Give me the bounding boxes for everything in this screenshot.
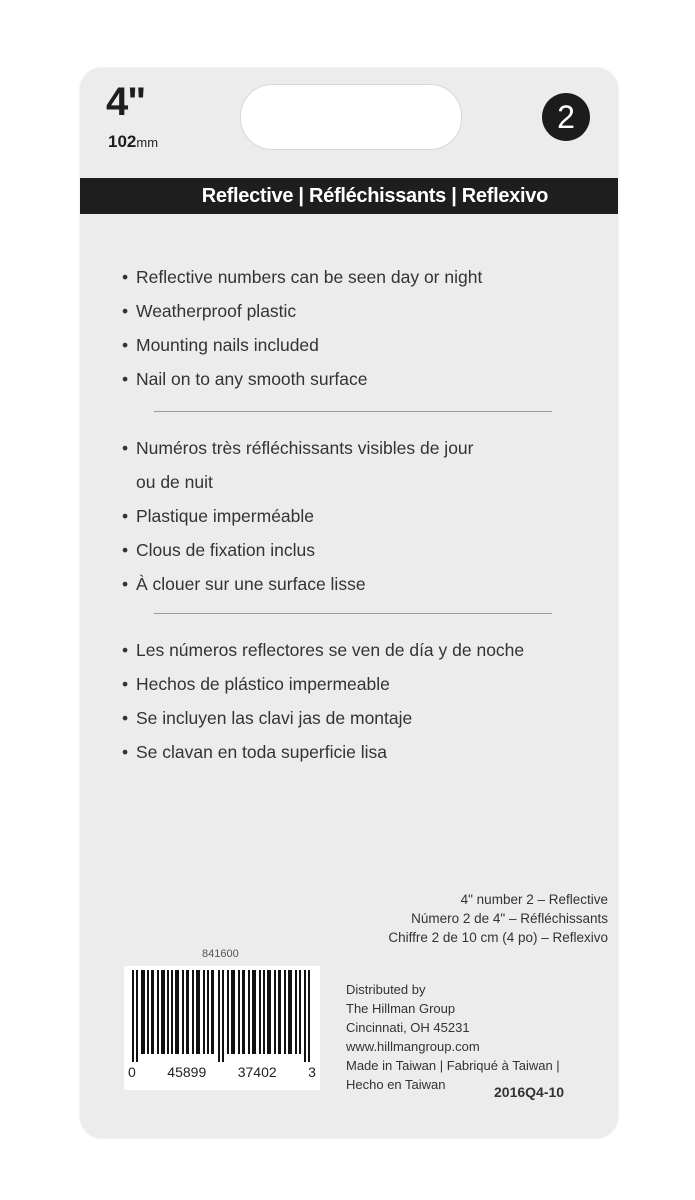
- title-band: Reflective | Réfléchissants | Reflexivo: [80, 178, 618, 214]
- distributor-line: Cincinnati, OH 45231: [346, 1020, 470, 1035]
- distributor-line: Distributed by: [346, 982, 426, 997]
- list-item: • Reflective numbers can be seen day or night: [122, 260, 582, 294]
- list-item: • Weatherproof plastic: [122, 294, 582, 328]
- sku-number: 841600: [202, 948, 239, 960]
- barcode-group-1: 45899: [167, 1064, 207, 1080]
- list-item: • Les números reflectores se ven de día y de noche: [122, 633, 582, 667]
- distributor-line: The Hillman Group: [346, 1001, 456, 1016]
- list-item: • Mounting nails included: [122, 328, 582, 362]
- barcode-bars-icon: [132, 970, 312, 1062]
- list-item: • À clouer sur une surface lisse: [122, 567, 582, 601]
- french-feature-list: [122, 431, 582, 601]
- barcode: [124, 966, 320, 1090]
- distributor-line: Hecho en Taiwan: [346, 1077, 446, 1092]
- date-code: 2016Q4-10: [494, 1084, 565, 1100]
- barcode-digits: [124, 1064, 320, 1080]
- number-badge: 2: [542, 93, 590, 141]
- distributor-info: [346, 980, 560, 1094]
- size-inches: 4": [106, 80, 146, 124]
- hang-hole: [240, 84, 462, 150]
- distributor-website: www.hillmangroup.com: [346, 1039, 480, 1054]
- list-item-continuation: ou de nuit: [136, 472, 213, 492]
- list-item: • Se clavan en toda superficie lisa: [122, 735, 582, 769]
- distributor-line: Made in Taiwan | Fabriqué à Taiwan |: [346, 1058, 560, 1073]
- barcode-digit-right: 3: [308, 1064, 316, 1080]
- barcode-digit-left: 0: [128, 1064, 136, 1080]
- product-card: [80, 68, 618, 1138]
- list-item: • Numéros très réfléchissants visibles de jour: [122, 431, 582, 465]
- english-feature-list: [122, 260, 582, 396]
- size-mm-unit: mm: [136, 135, 159, 150]
- size-mm-value: 102: [108, 132, 137, 151]
- barcode-group-2: 37402: [237, 1064, 277, 1080]
- spanish-feature-list: [122, 633, 582, 769]
- product-name-es: Número 2 de 4" – Réfléchissants: [411, 911, 608, 926]
- divider: [154, 411, 552, 412]
- size-mm: [108, 132, 158, 152]
- list-item: • Hechos de plástico impermeable: [122, 667, 582, 701]
- list-item: • Plastique imperméable: [122, 499, 582, 533]
- product-name-en: 4" number 2 – Reflective: [460, 892, 608, 907]
- list-item: • Nail on to any smooth surface: [122, 362, 582, 396]
- divider: [154, 613, 552, 614]
- product-name-fr: Chiffre 2 de 10 cm (4 po) – Reflexivo: [388, 930, 608, 945]
- product-names: [388, 890, 608, 947]
- list-item: • Se incluyen las clavi jas de montaje: [122, 701, 582, 735]
- list-item: • Clous de fixation inclus: [122, 533, 582, 567]
